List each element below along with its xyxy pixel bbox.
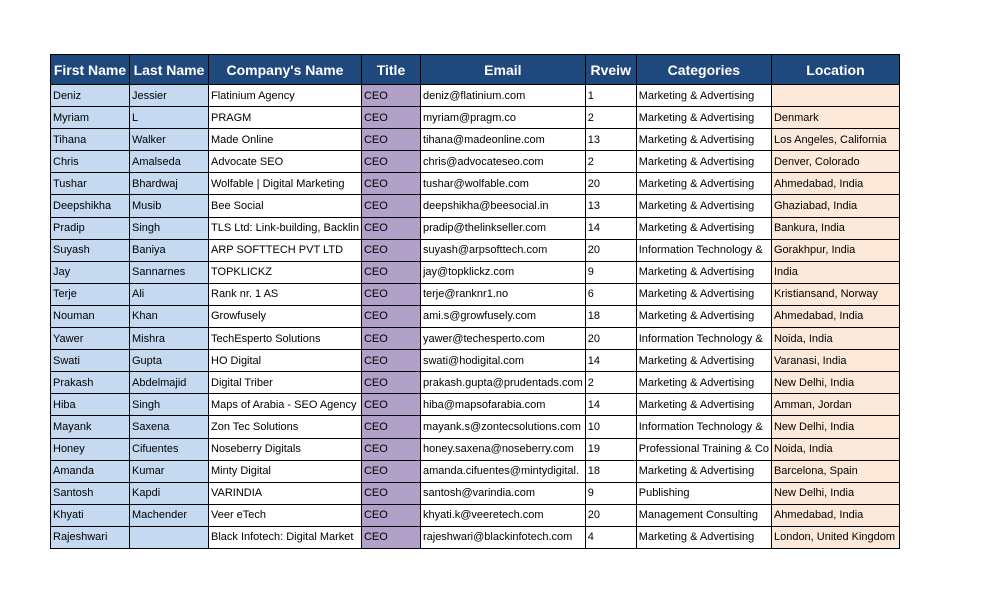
cell-first-name[interactable]: Swati <box>51 350 130 372</box>
cell-first-name[interactable]: Santosh <box>51 482 130 504</box>
column-header-category[interactable]: Categories <box>636 55 771 85</box>
cell-review[interactable]: 14 <box>585 217 636 239</box>
cell-review[interactable]: 20 <box>585 173 636 195</box>
cell-review[interactable]: 6 <box>585 283 636 305</box>
cell-last-name[interactable]: Machender <box>130 504 209 526</box>
cell-title[interactable]: CEO <box>361 328 420 350</box>
cell-category[interactable]: Publishing <box>636 482 771 504</box>
cell-first-name[interactable]: Tihana <box>51 129 130 151</box>
column-header-last-name[interactable]: Last Name <box>130 55 209 85</box>
cell-email[interactable]: amanda.cifuentes@mintydigital. <box>420 460 585 482</box>
cell-category[interactable]: Marketing & Advertising <box>636 151 771 173</box>
cell-company[interactable]: TLS Ltd: Link-building, Backlin <box>209 217 362 239</box>
table-row <box>51 195 900 217</box>
cell-last-name[interactable]: L <box>130 107 209 129</box>
cell-title[interactable]: CEO <box>361 151 420 173</box>
table-row <box>51 239 900 261</box>
cell-review[interactable]: 18 <box>585 305 636 327</box>
cell-company[interactable]: Maps of Arabia - SEO Agency <box>209 394 362 416</box>
cell-location[interactable] <box>771 85 899 107</box>
cell-company[interactable]: TOPKLICKZ <box>209 261 362 283</box>
table-row <box>51 394 900 416</box>
cell-last-name[interactable]: Ali <box>130 283 209 305</box>
table-row <box>51 129 900 151</box>
cell-last-name[interactable]: Amalseda <box>130 151 209 173</box>
cell-company[interactable]: Made Online <box>209 129 362 151</box>
cell-email[interactable]: jay@topklickz.com <box>420 261 585 283</box>
table-row <box>51 416 900 438</box>
cell-review[interactable]: 2 <box>585 372 636 394</box>
cell-title[interactable]: CEO <box>361 173 420 195</box>
cell-category[interactable]: Marketing & Advertising <box>636 372 771 394</box>
cell-first-name[interactable]: Amanda <box>51 460 130 482</box>
cell-first-name[interactable]: Yawer <box>51 328 130 350</box>
cell-category[interactable]: Management Consulting <box>636 504 771 526</box>
cell-location[interactable]: Bankura, India <box>771 217 899 239</box>
cell-review[interactable]: 20 <box>585 328 636 350</box>
cell-category[interactable]: Marketing & Advertising <box>636 195 771 217</box>
cell-category[interactable]: Information Technology & <box>636 328 771 350</box>
table-row <box>51 261 900 283</box>
cell-first-name[interactable]: Khyati <box>51 504 130 526</box>
cell-first-name[interactable]: Terje <box>51 283 130 305</box>
cell-company[interactable]: Flatinium Agency <box>209 85 362 107</box>
cell-review[interactable]: 13 <box>585 129 636 151</box>
cell-location[interactable]: India <box>771 261 899 283</box>
cell-location[interactable]: London, United Kingdom <box>771 526 899 548</box>
cell-email[interactable]: myriam@pragm.co <box>420 107 585 129</box>
cell-last-name[interactable]: Kapdi <box>130 482 209 504</box>
table-row <box>51 526 900 548</box>
cell-category[interactable]: Marketing & Advertising <box>636 173 771 195</box>
cell-company[interactable]: Bee Social <box>209 195 362 217</box>
cell-email[interactable]: hiba@mapsofarabia.com <box>420 394 585 416</box>
cell-title[interactable]: CEO <box>361 283 420 305</box>
cell-company[interactable]: HO Digital <box>209 350 362 372</box>
column-header-first-name[interactable]: First Name <box>51 55 130 85</box>
cell-last-name[interactable]: Mishra <box>130 328 209 350</box>
cell-category[interactable]: Marketing & Advertising <box>636 261 771 283</box>
cell-email[interactable]: deepshikha@beesocial.in <box>420 195 585 217</box>
cell-last-name[interactable]: Cifuentes <box>130 438 209 460</box>
cell-title[interactable]: CEO <box>361 85 420 107</box>
cell-location[interactable]: New Delhi, India <box>771 372 899 394</box>
cell-last-name[interactable]: Singh <box>130 217 209 239</box>
cell-category[interactable]: Marketing & Advertising <box>636 526 771 548</box>
cell-email[interactable]: santosh@varindia.com <box>420 482 585 504</box>
cell-title[interactable]: CEO <box>361 372 420 394</box>
cell-first-name[interactable]: Deepshikha <box>51 195 130 217</box>
table-row <box>51 328 900 350</box>
cell-category[interactable]: Professional Training & Co <box>636 438 771 460</box>
cell-location[interactable]: New Delhi, India <box>771 482 899 504</box>
cell-location[interactable]: Kristiansand, Norway <box>771 283 899 305</box>
cell-category[interactable]: Marketing & Advertising <box>636 460 771 482</box>
cell-location[interactable]: New Delhi, India <box>771 416 899 438</box>
cell-last-name[interactable] <box>130 526 209 548</box>
column-header-email[interactable]: Email <box>420 55 585 85</box>
cell-category[interactable]: Marketing & Advertising <box>636 85 771 107</box>
cell-last-name[interactable]: Kumar <box>130 460 209 482</box>
cell-first-name[interactable]: Myriam <box>51 107 130 129</box>
table-row <box>51 151 900 173</box>
cell-category[interactable]: Marketing & Advertising <box>636 305 771 327</box>
cell-review[interactable]: 20 <box>585 239 636 261</box>
cell-company[interactable]: TechEsperto Solutions <box>209 328 362 350</box>
table-row <box>51 173 900 195</box>
cell-company[interactable]: Black Infotech: Digital Market <box>209 526 362 548</box>
cell-email[interactable]: swati@hodigital.com <box>420 350 585 372</box>
cell-title[interactable]: CEO <box>361 261 420 283</box>
cell-last-name[interactable]: Bhardwaj <box>130 173 209 195</box>
cell-company[interactable]: VARINDIA <box>209 482 362 504</box>
cell-company[interactable]: Growfusely <box>209 305 362 327</box>
cell-title[interactable]: CEO <box>361 107 420 129</box>
table-row <box>51 460 900 482</box>
cell-last-name[interactable]: Baniya <box>130 239 209 261</box>
cell-title[interactable]: CEO <box>361 195 420 217</box>
cell-email[interactable]: terje@ranknr1.no <box>420 283 585 305</box>
cell-review[interactable]: 4 <box>585 526 636 548</box>
column-header-title[interactable]: Title <box>361 55 420 85</box>
cell-email[interactable]: prakash.gupta@prudentads.com <box>420 372 585 394</box>
column-header-company[interactable]: Company's Name <box>209 55 362 85</box>
cell-email[interactable]: pradip@thelinkseller.com <box>420 217 585 239</box>
contacts-table <box>50 54 900 549</box>
cell-last-name[interactable]: Saxena <box>130 416 209 438</box>
cell-category[interactable]: Marketing & Advertising <box>636 350 771 372</box>
cell-last-name[interactable]: Walker <box>130 129 209 151</box>
cell-review[interactable]: 1 <box>585 85 636 107</box>
cell-company[interactable]: Minty Digital <box>209 460 362 482</box>
cell-first-name[interactable]: Mayank <box>51 416 130 438</box>
cell-first-name[interactable]: Chris <box>51 151 130 173</box>
cell-review[interactable]: 14 <box>585 394 636 416</box>
cell-title[interactable]: CEO <box>361 217 420 239</box>
cell-title[interactable]: CEO <box>361 438 420 460</box>
cell-email[interactable]: tihana@madeonline.com <box>420 129 585 151</box>
cell-review[interactable]: 18 <box>585 460 636 482</box>
table-row <box>51 305 900 327</box>
cell-last-name[interactable]: Sannarnes <box>130 261 209 283</box>
cell-location[interactable]: Los Angeles, California <box>771 129 899 151</box>
cell-company[interactable]: Veer eTech <box>209 504 362 526</box>
cell-email[interactable]: honey.saxena@noseberry.com <box>420 438 585 460</box>
cell-email[interactable]: ami.s@growfusely.com <box>420 305 585 327</box>
cell-category[interactable]: Marketing & Advertising <box>636 394 771 416</box>
cell-email[interactable]: suyash@arpsofttech.com <box>420 239 585 261</box>
cell-location[interactable]: Ahmedabad, India <box>771 504 899 526</box>
cell-review[interactable]: 10 <box>585 416 636 438</box>
table-row <box>51 350 900 372</box>
header-row <box>51 55 900 85</box>
table-row <box>51 283 900 305</box>
cell-title[interactable]: CEO <box>361 460 420 482</box>
cell-email[interactable]: rajeshwari@blackinfotech.com <box>420 526 585 548</box>
cell-company[interactable]: Noseberry Digitals <box>209 438 362 460</box>
table-row <box>51 438 900 460</box>
cell-location[interactable]: Ghaziabad, India <box>771 195 899 217</box>
cell-location[interactable]: Denmark <box>771 107 899 129</box>
cell-category[interactable]: Marketing & Advertising <box>636 129 771 151</box>
cell-email[interactable]: chris@advocateseo.com <box>420 151 585 173</box>
cell-category[interactable]: Marketing & Advertising <box>636 283 771 305</box>
cell-category[interactable]: Information Technology & <box>636 239 771 261</box>
cell-location[interactable]: Denver, Colorado <box>771 151 899 173</box>
cell-review[interactable]: 9 <box>585 261 636 283</box>
cell-company[interactable]: PRAGM <box>209 107 362 129</box>
table-row <box>51 504 900 526</box>
cell-review[interactable]: 2 <box>585 107 636 129</box>
cell-title[interactable]: CEO <box>361 350 420 372</box>
table-row <box>51 372 900 394</box>
table-row <box>51 85 900 107</box>
cell-title[interactable]: CEO <box>361 305 420 327</box>
cell-first-name[interactable]: Rajeshwari <box>51 526 130 548</box>
cell-location[interactable]: Varanasi, India <box>771 350 899 372</box>
cell-first-name[interactable]: Pradip <box>51 217 130 239</box>
cell-review[interactable]: 9 <box>585 482 636 504</box>
cell-title[interactable]: CEO <box>361 129 420 151</box>
cell-category[interactable]: Information Technology & <box>636 416 771 438</box>
cell-location[interactable]: Ahmedabad, India <box>771 173 899 195</box>
cell-title[interactable]: CEO <box>361 239 420 261</box>
cell-review[interactable]: 20 <box>585 504 636 526</box>
cell-first-name[interactable]: Hiba <box>51 394 130 416</box>
cell-email[interactable]: deniz@flatinium.com <box>420 85 585 107</box>
cell-first-name[interactable]: Tushar <box>51 173 130 195</box>
cell-email[interactable]: tushar@wolfable.com <box>420 173 585 195</box>
cell-title[interactable]: CEO <box>361 526 420 548</box>
cell-first-name[interactable]: Suyash <box>51 239 130 261</box>
cell-title[interactable]: CEO <box>361 394 420 416</box>
cell-last-name[interactable]: Singh <box>130 394 209 416</box>
cell-location[interactable]: Amman, Jordan <box>771 394 899 416</box>
cell-last-name[interactable]: Abdelmajid <box>130 372 209 394</box>
cell-review[interactable]: 2 <box>585 151 636 173</box>
cell-last-name[interactable]: Jessier <box>130 85 209 107</box>
cell-company[interactable]: Wolfable | Digital Marketing <box>209 173 362 195</box>
cell-company[interactable]: ARP SOFTTECH PVT LTD <box>209 239 362 261</box>
cell-location[interactable]: Noida, India <box>771 328 899 350</box>
cell-review[interactable]: 14 <box>585 350 636 372</box>
cell-last-name[interactable]: Musib <box>130 195 209 217</box>
table-row <box>51 482 900 504</box>
cell-first-name[interactable]: Prakash <box>51 372 130 394</box>
cell-last-name[interactable]: Khan <box>130 305 209 327</box>
cell-company[interactable]: Zon Tec Solutions <box>209 416 362 438</box>
cell-category[interactable]: Marketing & Advertising <box>636 217 771 239</box>
column-header-review[interactable]: Rveiw <box>585 55 636 85</box>
cell-review[interactable]: 13 <box>585 195 636 217</box>
cell-title[interactable]: CEO <box>361 482 420 504</box>
cell-first-name[interactable]: Honey <box>51 438 130 460</box>
cell-location[interactable]: Noida, India <box>771 438 899 460</box>
cell-first-name[interactable]: Jay <box>51 261 130 283</box>
cell-location[interactable]: Ahmedabad, India <box>771 305 899 327</box>
cell-email[interactable]: mayank.s@zontecsolutions.com <box>420 416 585 438</box>
cell-review[interactable]: 19 <box>585 438 636 460</box>
cell-company[interactable]: Advocate SEO <box>209 151 362 173</box>
cell-first-name[interactable]: Nouman <box>51 305 130 327</box>
cell-title[interactable]: CEO <box>361 416 420 438</box>
cell-email[interactable]: khyati.k@veeretech.com <box>420 504 585 526</box>
cell-company[interactable]: Rank nr. 1 AS <box>209 283 362 305</box>
cell-location[interactable]: Gorakhpur, India <box>771 239 899 261</box>
cell-title[interactable]: CEO <box>361 504 420 526</box>
cell-category[interactable]: Marketing & Advertising <box>636 107 771 129</box>
cell-company[interactable]: Digital Triber <box>209 372 362 394</box>
cell-location[interactable]: Barcelona, Spain <box>771 460 899 482</box>
cell-first-name[interactable]: Deniz <box>51 85 130 107</box>
cell-email[interactable]: yawer@techesperto.com <box>420 328 585 350</box>
table-row <box>51 217 900 239</box>
column-header-location[interactable]: Location <box>771 55 899 85</box>
table-row <box>51 107 900 129</box>
cell-last-name[interactable]: Gupta <box>130 350 209 372</box>
